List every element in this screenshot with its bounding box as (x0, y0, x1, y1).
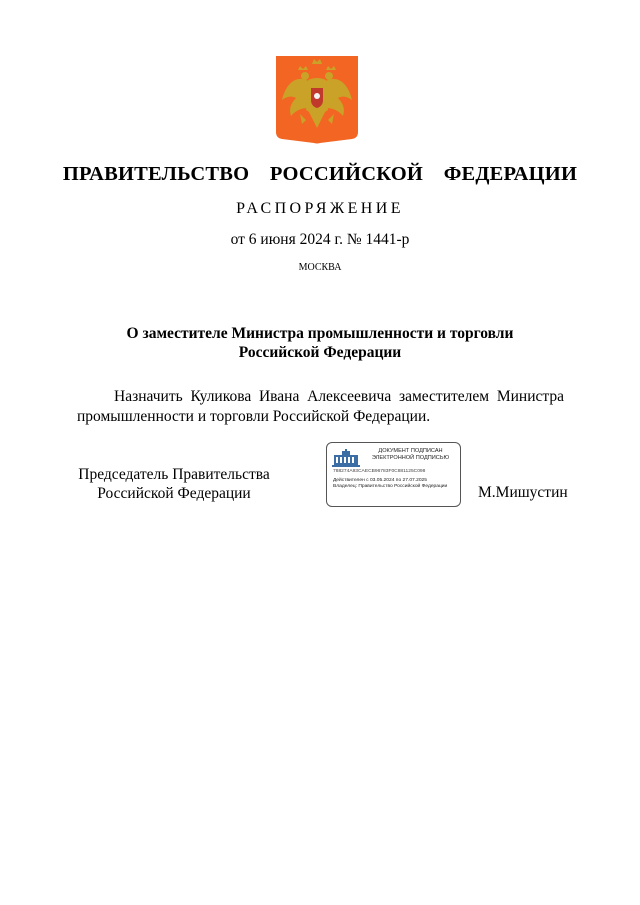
position-line-1: Председатель Правительства (78, 466, 270, 483)
government-building-icon (332, 449, 360, 467)
stamp-title-line-2: ЭЛЕКТРОННОЙ ПОДПИСЬЮ (371, 455, 450, 461)
stamp-certificate: 788274A93CAECB96783F0C881125C098 (333, 469, 426, 474)
stamp-owner: Владелец: Правительство Российской Федерации (333, 484, 448, 489)
coat-of-arms-icon (276, 56, 358, 144)
stamp-validity: Действителен с 03.05.2024 по 27.07.2025 (333, 478, 427, 483)
document-body: Назначить Куликова Ивана Алексеевича заместителем Министра промышленности и торговли Российской Федерации. (77, 388, 564, 425)
government-title: ПРАВИТЕЛЬСТВО РОССИЙСКОЙ ФЕДЕРАЦИИ (62, 163, 578, 185)
document-type: РАСПОРЯЖЕНИЕ (236, 200, 404, 217)
subject-line-2: Российской Федерации (238, 344, 402, 361)
position-line-2: Российской Федерации (97, 485, 251, 502)
document-date-number: от 6 июня 2024 г. № 1441-р (230, 231, 410, 248)
document-subject (0, 324, 640, 362)
stamp-title-line-1: ДОКУМЕНТ ПОДПИСАН (378, 448, 443, 454)
stamp-title (363, 448, 458, 462)
document-city: МОСКВА (298, 262, 342, 273)
electronic-signature-stamp (326, 442, 461, 507)
subject-line-1: О заместителе Министра промышленности и торговли (126, 325, 514, 342)
signatory-name: М.Мишустин (478, 484, 568, 501)
signatory-position (74, 465, 274, 503)
